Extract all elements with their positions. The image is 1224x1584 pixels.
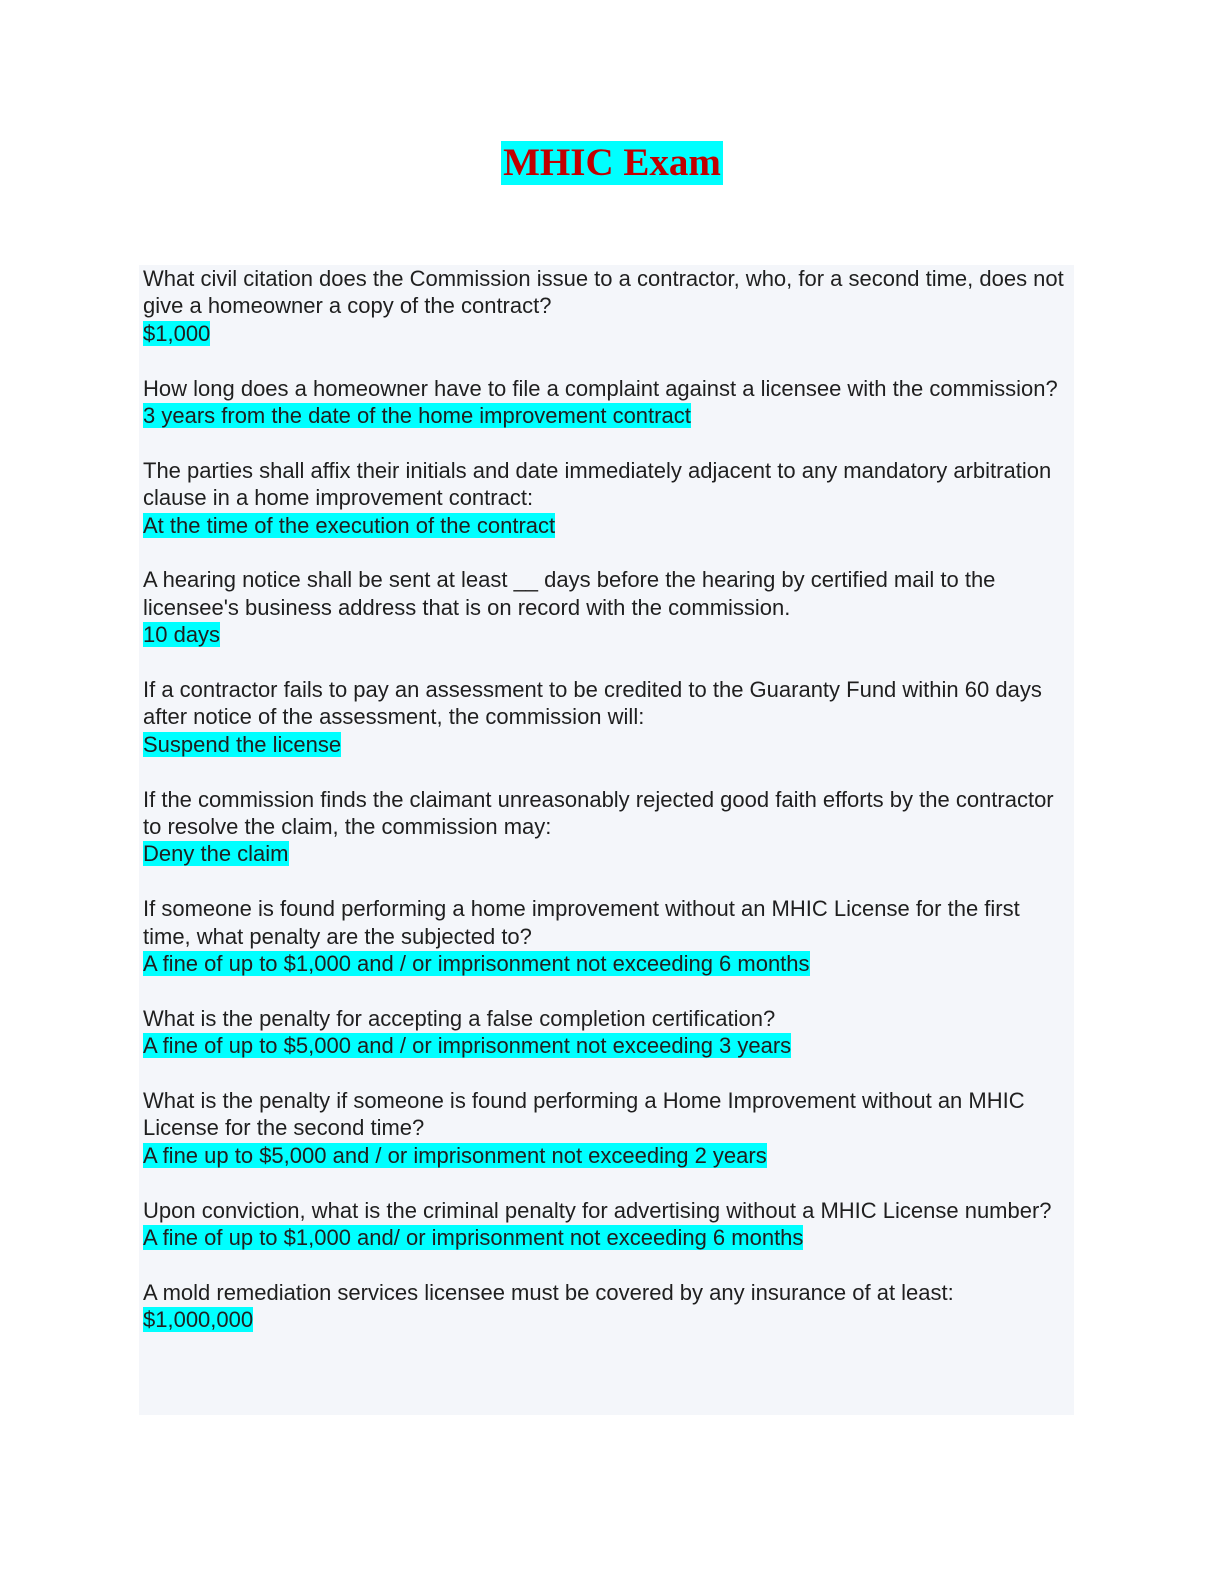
question-text: A mold remediation services licensee must be covered by any insurance of at least: xyxy=(143,1279,954,1305)
answer-highlight: At the time of the execution of the contract xyxy=(143,512,556,538)
qa-list xyxy=(143,265,1068,1361)
qa-item-1 xyxy=(143,265,1068,347)
question-text: If a contractor fails to pay an assessment to be credited to the Guaranty Fund within 60 days after notice of the assessment, the commission will: xyxy=(143,677,1042,730)
answer-highlight: Deny the claim xyxy=(143,841,289,867)
answer-highlight: Suspend the license xyxy=(143,731,342,757)
answer-highlight: 10 days xyxy=(143,622,221,648)
question-text: The parties shall affix their initials and date immediately adjacent to any mandatory arbitration clause in a home improvement contract: xyxy=(143,457,1052,511)
qa-item-9 xyxy=(143,1087,1068,1169)
question-text: What is the penalty if someone is found performing a Home Improvement without an MHIC License for the second time? xyxy=(143,1088,1025,1141)
page-title: MHIC Exam xyxy=(503,141,721,184)
qa-item-3 xyxy=(143,457,1068,539)
answer-highlight: $1,000 xyxy=(143,320,211,346)
qa-item-7 xyxy=(143,895,1068,977)
answer-highlight: A fine up to $5,000 and / or imprisonment not exceeding 2 years xyxy=(143,1142,767,1168)
question-text: How long does a homeowner have to file a complaint against a licensee with the commission? xyxy=(143,375,1058,401)
question-text: What is the penalty for accepting a false completion certification? xyxy=(143,1005,776,1031)
title-wrap xyxy=(0,141,1224,185)
qa-item-4 xyxy=(143,566,1068,648)
qa-item-8 xyxy=(143,1005,1068,1060)
answer-highlight: A fine of up to $1,000 and / or imprisonment not exceeding 6 months xyxy=(143,951,810,977)
question-text: If the commission finds the claimant unreasonably rejected good faith efforts by the contractor to resolve the claim, the commission may: xyxy=(143,786,1054,840)
question-text: Upon conviction, what is the criminal penalty for advertising without a MHIC License number? xyxy=(143,1197,1052,1223)
answer-highlight: A fine of up to $1,000 and/ or imprisonment not exceeding 6 months xyxy=(143,1225,804,1251)
question-text: A hearing notice shall be sent at least __ days before the hearing by certified mail to the licensee's business address that is on record with the commission. xyxy=(143,567,996,620)
qa-item-10 xyxy=(143,1197,1068,1252)
answer-highlight: $1,000,000 xyxy=(143,1307,254,1333)
question-text: What civil citation does the Commission issue to a contractor, who, for a second time, does not give a homeowner a copy of the contract? xyxy=(143,266,1064,319)
qa-item-5 xyxy=(143,676,1068,758)
qa-item-11 xyxy=(143,1279,1068,1334)
answer-highlight: A fine of up to $5,000 and / or imprisonment not exceeding 3 years xyxy=(143,1033,792,1059)
answer-highlight: 3 years from the date of the home improvement contract xyxy=(143,403,691,429)
question-text: If someone is found performing a home improvement without an MHIC License for the first time, what penalty are the subjected to? xyxy=(143,896,1020,949)
qa-item-2 xyxy=(143,375,1068,430)
qa-item-6 xyxy=(143,786,1068,868)
